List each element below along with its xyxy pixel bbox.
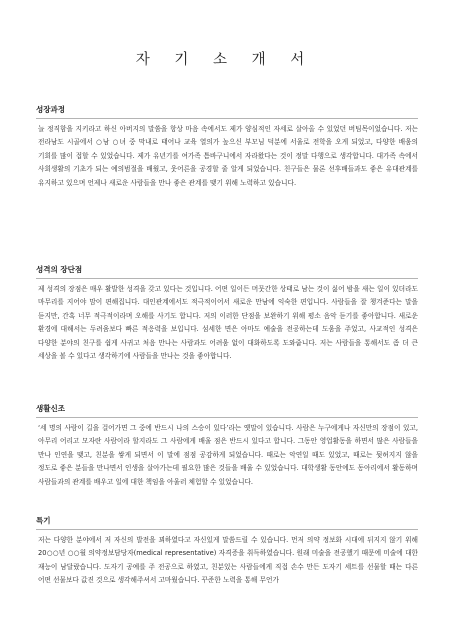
section-divider bbox=[36, 417, 418, 418]
section-heading: 특기 bbox=[36, 516, 51, 525]
section-body: 제 성격의 장점은 매우 활발한 성격을 갖고 있다는 것입니다. 어떤 일이든 머뭇간한 상태로 남는 것이 싫어 밤을 새는 일이 있더라도 마무리를 지어야 맘이 편해집니다. 대인관계에서도 적극적이어서 새로운 만남에 익숙한 편입니다. 사람들을 잘 챙겨준다는 말을 듣지만, 간혹 너무 적극적이라며 오해를 사기도 합니다. 저의 이러한 단점을 보완하기 위해 평소 음악 듣기를 좋아합니다. 새로운 환경에 대해서는 두려움보다 빠른 적응력을 보입니다. 섬세한 면은 아마도 예술을 전공하는데 도움을 주었고, 사교적인 성격은 다양한 분야의 친구를 쉽게 사귀고 처음 만나는 사람과도 어려움 없이 대화하도록 도와줍니다. 저는 사람들을 통해서도 좀 더 큰 세상을 볼 수 있다고 생각하기에 사람들을 만나는 것을 좋아합니다. bbox=[38, 285, 418, 361]
section-personality bbox=[36, 264, 418, 363]
section-divider bbox=[36, 118, 418, 119]
section-growth bbox=[36, 104, 418, 190]
section-divider bbox=[36, 278, 418, 279]
section-divider bbox=[36, 529, 418, 530]
section-heading: 성격의 장단점 bbox=[36, 265, 83, 274]
section-motto bbox=[36, 403, 418, 489]
section-heading: 성장과정 bbox=[36, 105, 65, 114]
document-title: 자 기 소 개 서 bbox=[135, 52, 315, 68]
section-heading: 생활신조 bbox=[36, 404, 65, 413]
section-body: 늘 정직함을 지키라고 하신 아버지의 말씀을 항상 마음 속에서도 제가 양심적인 자세로 살아올 수 있었던 버팀목이었습니다. 저는 전라남도 시골에서 ○남 ○녀 중 막내로 태어나 교육 열의가 높으신 부모님 덕분에 서울로 전학을 오게 되었고, 다양한 배움의 기회를 많이 접할 수 있었습니다. 제가 유년기를 여가족 틈바구니에서 자라왔다는 것이 정말 다행으로 생각합니다. 대가족 속에서 사회생활의 기초가 되는 예의범절을 배웠고, 웃어른을 공경할 줄 알게 되었습니다. 친구들은 물론 선후배들과도 좋은 유대관계를 유지하고 있으며 언제나 새로운 사람들을 만나 좋은 관계를 맺기 위해 노력하고 있습니다. bbox=[38, 125, 418, 187]
section-body: ‘세 명의 사람이 길을 걸어가면 그 중에 반드시 나의 스승이 있다’라는 옛말이 있습니다. 사람은 누구에게나 자신만의 장점이 있고, 아무리 어리고 모자란 사람이라 할지라도 그 사람에게 배울 점은 반드시 있다고 합니다. 그동안 영업활동을 하면서 많은 사람들을 만나 인연을 맺고, 친분을 쌓게 되면서 이 말에 점점 공감하게 되었습니다. 때로는 악연일 때도 있었고, 때로는 뒷허지지 않을 정도로 좋은 분들을 만나면서 인생을 살아가는데 필요한 많은 것들을 배울 수 있었습니다. 대학생활 동안에도 동아리에서 활동하며 사람들과의 관계를 배우고 일에 대한 책임을 아울러 체험할 수 있었습니다. bbox=[38, 424, 418, 486]
section-body: 저는 다양한 분야에서 저 자신의 발전을 꾀하였다고 자신있게 말씀드릴 수 있습니다. 먼저 의약 정보화 시대에 뒤지지 않기 위해 20○○년 ○○월 의약정보담당자(medical representative) 자격증을 취득하였습니다. 원래 미술을 전공했기 때문에 미술에 대한 재능이 남달랐습니다. 도자기 공예를 주 전공으로 하였고, 친분있는 사람들에게 직접 손수 만든 도자기 세트를 선물할 때는 다른 어떤 선물보다 값진 것으로 생각해주셔서 고마웠습니다. 꾸준한 노력을 통해 무언가 bbox=[38, 536, 418, 585]
section-specialty bbox=[36, 515, 418, 588]
